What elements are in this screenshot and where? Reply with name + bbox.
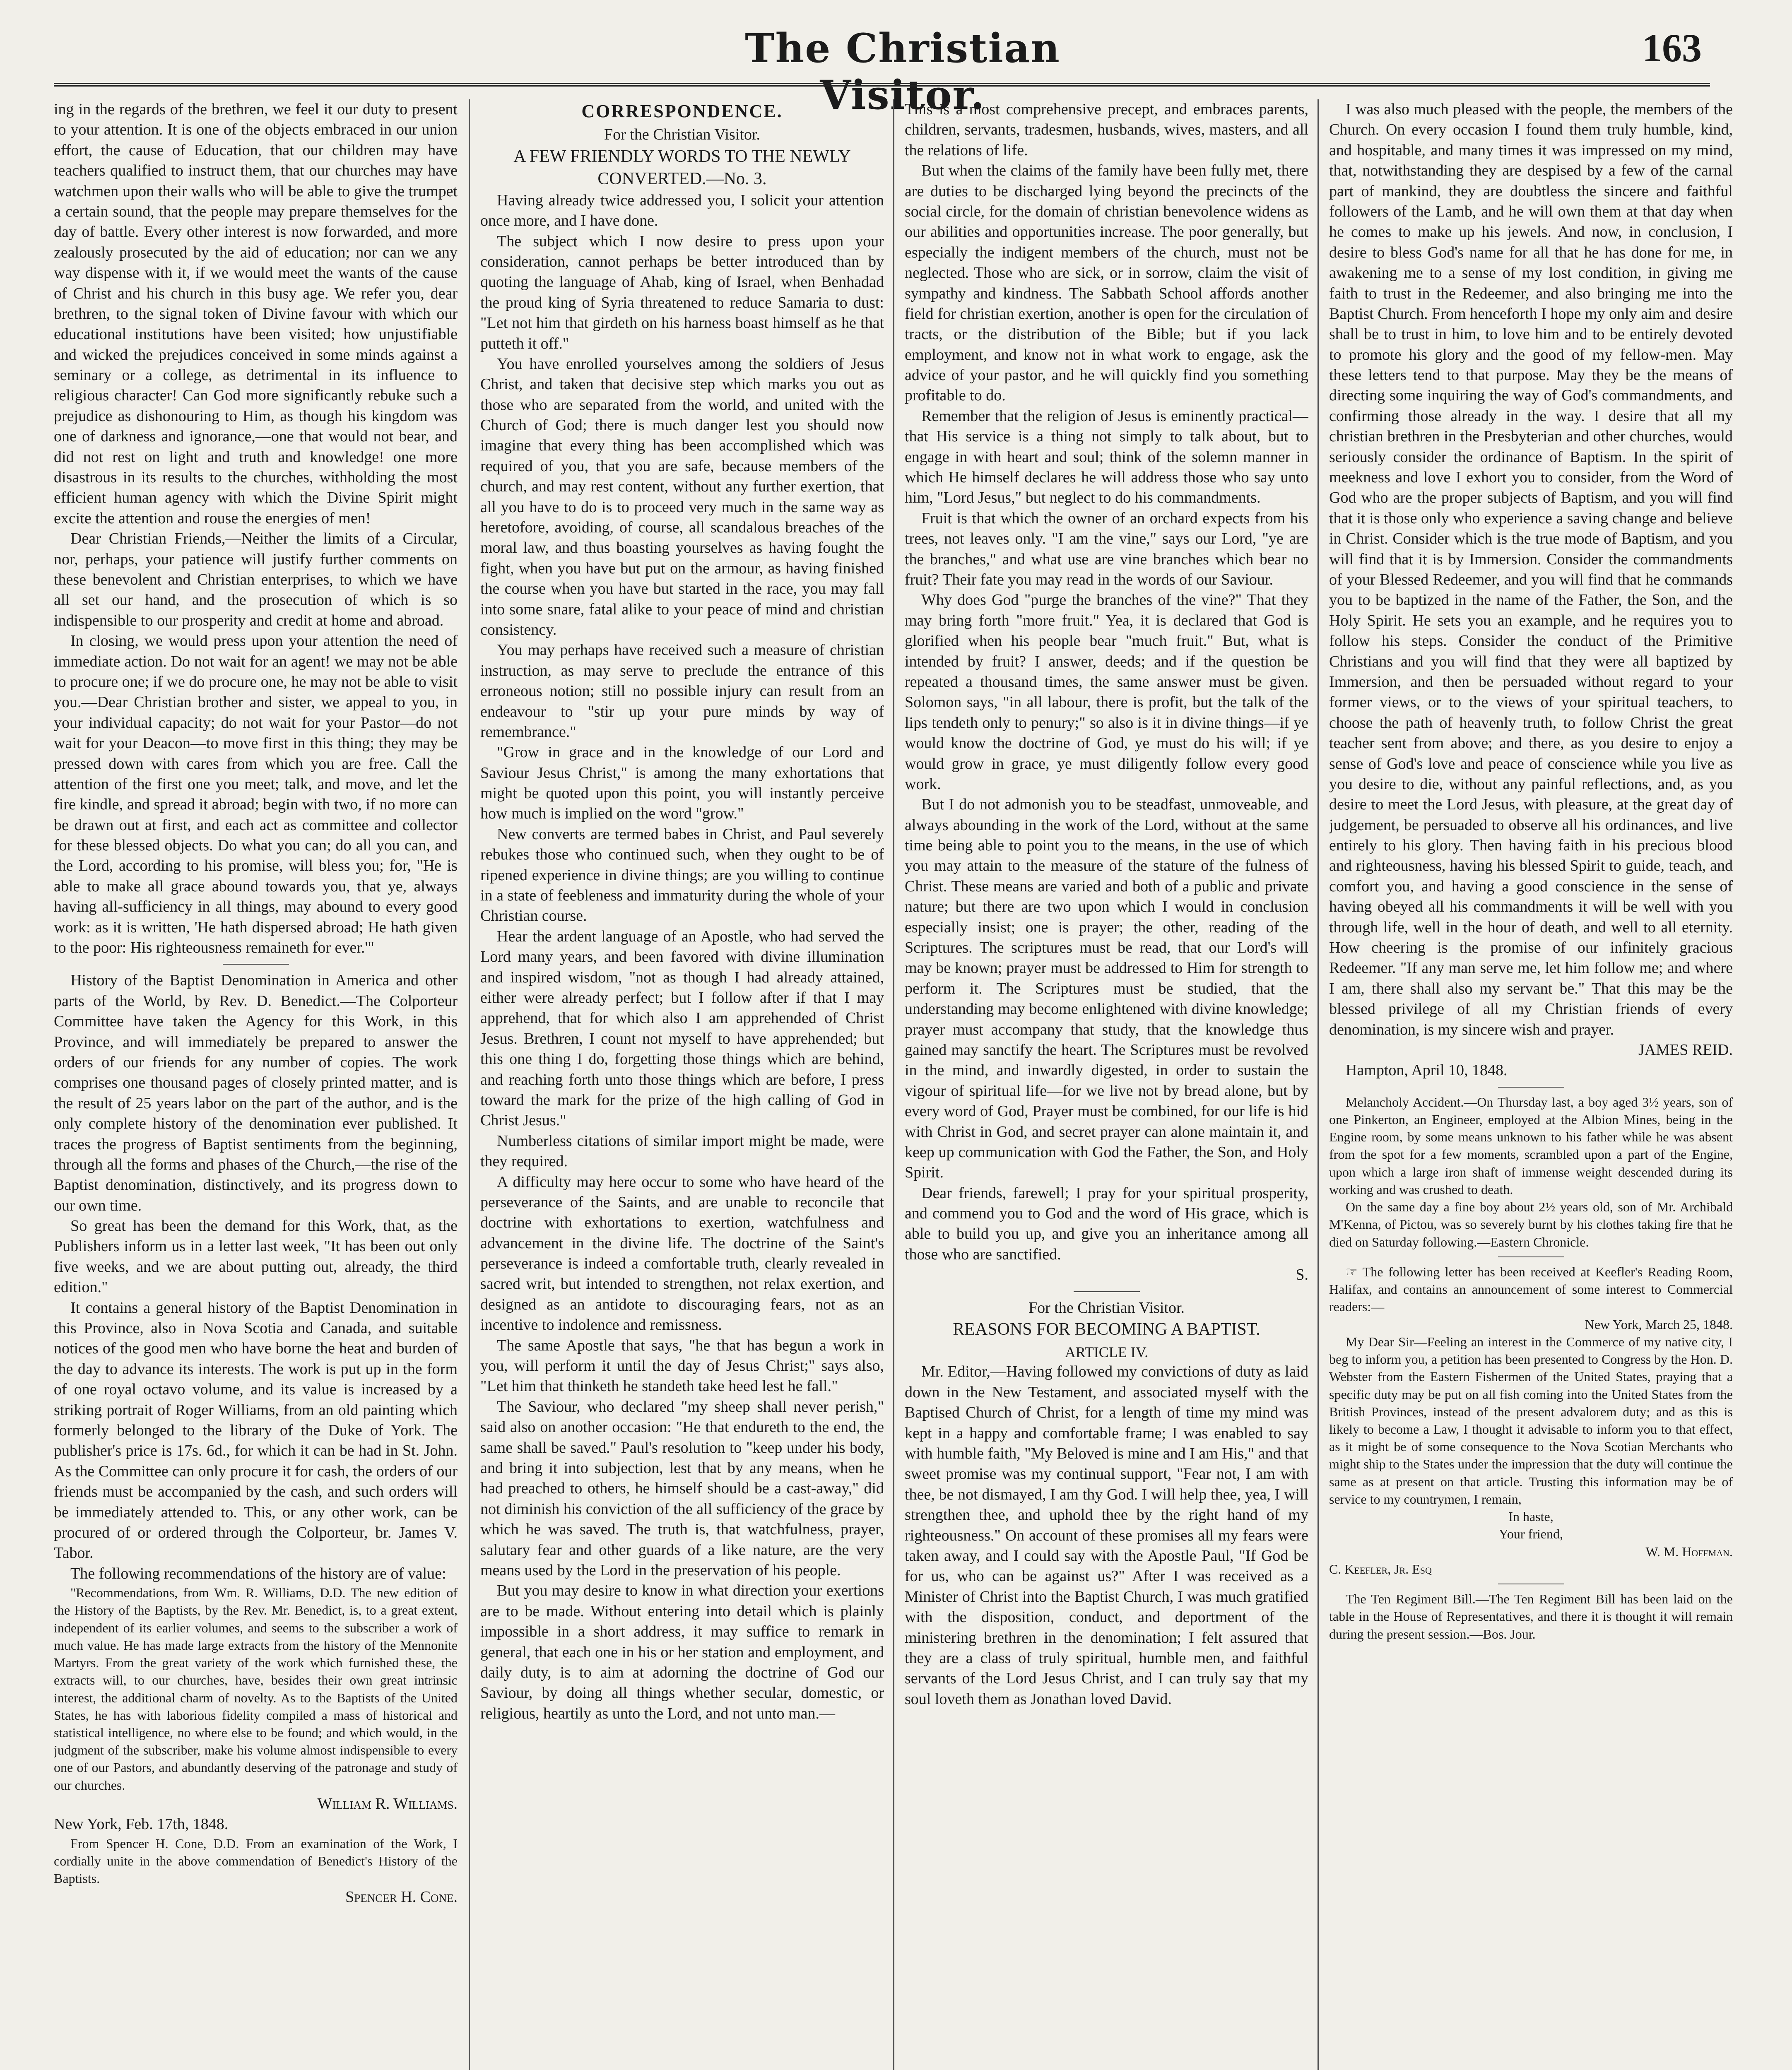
divider <box>1498 1256 1564 1257</box>
column-1 <box>54 99 458 2070</box>
signature: S. <box>1296 1266 1308 1284</box>
dateline: New York, Feb. 17th, 1848. <box>54 1815 229 1833</box>
paragraph: Why does God "purge the branches of the vine?" That they may bring forth "more fruit." Yea, it is declared that God is glorified when his people bear "much fruit." But, what is intended by fruit? I answer, deeds; and if the question be repeated a thousand times, the same answer must be given. Solomon says, "in all labour, there is profit, but the talk of the lips tendeth only to penury;" so also is it in divine things—if ye would know the doctrine of God, ye must do his will; if ye would grow in grace, ye must diligently follow every good work. <box>905 591 1308 793</box>
column-divider <box>469 99 470 2070</box>
paragraph: New converts are termed babes in Christ, and Paul severely rebukes those who continued such, when they ought to be of ripened experience in divine things; are you willing to continue in a state of feebleness and immaturity during the whole of your Christian course. <box>480 825 884 925</box>
page-number: 163 <box>1642 26 1702 70</box>
book-notice: History of the Baptist Denomination in America and other parts of the World, by Rev. D. Benedict.—The Colporteur Committee have taken the Agency for this Work, in this Province, and will immediately be prepared to answer the orders of our friends for any number of copies. The work comprises one thousand pages of closely printed matter, and is the result of 25 years labor on the part of the author, and is the only complete history of the denomination ever published. It traces the progress of Baptist sentiments from the beginning, through all the forms and phases of the Church,—the rise of the Baptist denomination, distinctively, and its progress down to our own time. <box>54 972 458 1214</box>
paragraph: But when the claims of the family have been fully met, there are duties to be discharged lying beyond the precincts of the social circle, for the domain of christian benevolence widens as our abilities and opportunities increase. The poor generally, but especially the indigent members of the church, must not be neglected. Those who are sick, or in sorrow, claim the visit of sympathy and kindness. The Sabbath School affords another field for christian exertion, another is open for the circulation of tracts, or the distribution of the Bible; but if you lack employment, and know not in what work to engage, ask the advice of your pastor, and he will quickly find you something profitable to do. <box>905 162 1308 404</box>
signature: JAMES REID. <box>1638 1041 1733 1059</box>
paragraph: The following recommendations of the history are of value: <box>70 1565 446 1582</box>
recommendation: "Recommendations, from Wm. R. Williams, D.D. The new edition of the History of the Baptists, by the Rev. Mr. Benedict, is, to a great extent, independent of its earlier volumes, and seems to the subscriber a work of much value. He has made large extracts from the history of the Mennonite Martyrs. From the great variety of the work which furnished these, the extracts will, to our churches, have, besides their own great intrinsic interest, the additional charm of novelty. As to the Baptists of the United States, he has with laborious fidelity compiled a mass of historical and statistical intelligence, no where else to be found; and which would, in the judgment of the subscriber, make his volume almost indispensible to every one of our Pastors, and abundantly deserving of the patronage and study of our churches. <box>54 1585 458 1793</box>
paragraph: This is a most comprehensive precept, and embraces parents, children, servants, tradesmen, husbands, wives, masters, and all the relations of life. <box>905 101 1308 159</box>
column-divider <box>893 99 894 2070</box>
paragraph: It contains a general history of the Baptist Denomination in this Province, also in Nova Scotia and Canada, and suitable notices of the good men who have borne the heat and burden of the day to advance its interests. The work is put up in the form of one royal octavo volume, and its value is increased by a striking portrait of Roger Williams, from an old painting which formerly belonged to the library of the Duke of York. The publisher's price is 17s. 6d., for which it can be had in St. John. As the Committee can only procure it for cash, the orders of our friends must be accompanied by the cash, and such orders will be immediately attended to. This, or any other work, can be procured of or ordered through the Colporteur, br. James V. Tabor. <box>54 1299 458 1562</box>
news-item: The Ten Regiment Bill.—The Ten Regiment Bill has been laid on the table in the House of Representatives, and there it is thought it will remain during the present session.—Bos. Jour. <box>1329 1591 1733 1642</box>
paragraph: Dear Christian Friends,—Neither the limits of a Circular, nor, perhaps, your patience will justify further comments on these benevolent and Christian enterprises, to which we have all set our hand, and the prosecution of which is so indispensible to our prosperity and credit at home and abroad. <box>54 530 458 629</box>
paragraph: But you may desire to know in what direction your exertions are to be made. Without entering into detail which is plainly impossible in a short address, it may suffice to remark in general, that each one in his or her station and employment, and daily duty, is to aim at adorning the doctrine of God our Saviour, by doing all things whether secular, domestic, or religious, heartily as unto the Lord, and not unto man.— <box>480 1582 884 1722</box>
paragraph: You have enrolled yourselves among the soldiers of Jesus Christ, and taken that decisive step which marks you out as those who are separated from the world, and united with the Church of God; there is much danger lest you should now imagine that every thing has been accomplished which was required of you, that you are safe, because members of the church, and may rest content, without any further exertion, that all you have to do is to proceed very much in the same way as heretofore, avoiding, of course, all scandalous breaches of the moral law, and thus boasting yourselves as having fought the fight, when you have but put on the armour, as having finished the course when you have but started in the race, you may fall into some snare, fatal alike to your peace of mind and christian consistency. <box>480 355 884 638</box>
paragraph: Having already twice addressed you, I solicit your attention once more, and I have done. <box>480 191 884 230</box>
paragraph: But I do not admonish you to be steadfast, unmoveable, and always abounding in the work of the Lord, without at the same time being able to point you to the means, in the use of which you may attain to the measure of the stature of the fulness of Christ. These means are varied and both of a public and private nature; but there are two upon which I would in conclusion especially insist; one is prayer; the other, reading of the Scriptures. The scriptures must be read, that our Lord's will may be known; prayer must be addressed to Him for strength to perform it. The Scriptures must be studied, that the understanding may become enlightened with divine knowledge; prayer must accompany that study, that the knowledge thus gained may sanctify the heart. The Scriptures must be revolved in the mind, and inwardly digested, in order to sustain the vigour of spiritual life—for we live not by bread alone, but by every word of God, Prayer must be combined, for our life is hid with Christ in God, and secret prayer can alone maintain it, and keep up communication with God the Father, the Son, and Holy Spirit. <box>905 796 1308 1182</box>
addressee: C. Keefler, Jr. Esq <box>1329 1561 1432 1577</box>
divider <box>223 964 289 965</box>
article-number: ARTICLE IV. <box>1065 1343 1149 1360</box>
news-item: Melancholy Accident.—On Thursday last, a boy aged 3½ years, son of one Pinkerton, an Engineer, employed at the Albion Mines, being in the Engine room, by some means unknown to his father while he was absent from the spot for a few moments, scrambled upon a part of the Engine, upon which a large iron shaft of immense weight descended during its working and was crushed to death. <box>1329 1094 1733 1197</box>
paragraph: Fruit is that which the owner of an orchard expects from his trees, not leaves only. "I am the vine," says our Lord, "ye are the branches," and what use are vine branches which bear no fruit? Their fate you may read in the words of our Saviour. <box>905 509 1308 588</box>
paragraph: I was also much pleased with the people, the members of the Church. On every occasion I found them truly humble, kind, and hospitable, and many times it was impressed on my mind, that, notwithstanding they are despised by a few of the carnal part of mankind, they are doubtless the sincere and faithful followers of the Lamb, and he will own them at that day when he comes to make up his jewels. And now, in conclusion, I desire to bless God's name for all that he has done for me, in awakening me to a sense of my lost condition, in giving me faith to trust in the Redeemer, and also bringing me into the Baptist Church. From henceforth I hope my only aim and desire shall be to trust in him, to love him and to be entirely devoted to promote his glory and the good of my fellow-men. May these letters tend to that purpose. May they be the means of directing some inquiring the way of God's commandments, and confirming those already in the way. I desire that all my christian brethren in the Presbyterian and other churches, would seriously consider the ordinance of Baptism. In the spirit of meekness and love I exhort you to consider, from the Word of God who are the proper subjects of Baptism, and you will find that it is those only who experience a saving change and believe in Christ. Consider which is the true mode of Baptism, and you will find that it is by Immersion. Consider the commandments of your Blessed Redeemer, and you will find that he commands you to be baptized in the name of the Father, the Son, and the Holy Spirit. He sets you an example, and he requires you to follow his steps. Consider the conduct of the Primitive Christians and you will find that they were all baptized by Immersion, and then be persuaded without regard to your former views, or to the views of your spiritual teachers, to choose the path of heavenly truth, to follow Christ the great teacher sent from above; and there, as you desire to enjoy a sense of God's love and peace of conscience while you live as you desire to die, without any painful reflections, and, as you desire to meet the Lord Jesus, with pleasure, at the great day of judgement, be persuaded to observe all his ordinances, and live entirely to his glory. Then having faith in his precious blood and righteousness, having his blessed Spirit to guide, teach, and comfort you, and having a good conscience in the sense of having obeyed all his commandments it will be well with you through life, well in the hour of death, and well to all eternity. How cheering is the promise of our infinitely gracious Redeemer. "If any man serve me, let him follow me; and where I am, there shall also my servant be." That this may be the blessed privilege of all my Christian friends of every denomination, is my sincere wish and prayer. <box>1329 101 1733 1038</box>
column-4 <box>1329 99 1733 2070</box>
column-3 <box>905 99 1308 2070</box>
news-item: ☞ The following letter has been received at Keefler's Reading Room, Halifax, and contains an announcement of some interest to Commercial readers:— <box>1329 1264 1733 1314</box>
signature: W. M. Hoffman. <box>1645 1544 1733 1559</box>
article-title: REASONS FOR BECOMING A BAPTIST. <box>953 1320 1260 1339</box>
signature: William R. Williams. <box>317 1795 458 1812</box>
byline: For the Christian Visitor. <box>604 126 761 144</box>
paragraph: The subject which I now desire to press upon your consideration, cannot perhaps be better introduced than by quoting the language of Ahab, king of Israel, when Benhadad the proud king of Syria threatened to reduce Samaria to dust: "Let not him that girdeth on his harness boast himself as he that putteth it off." <box>480 232 884 352</box>
recommendation: From Spencer H. Cone, D.D. From an examination of the Work, I cordially unite in the above commendation of Benedict's History of the Baptists. <box>54 1836 458 1886</box>
letter-closing: Your friend, <box>1499 1526 1563 1542</box>
news-item: On the same day a fine boy about 2½ years old, son of Mr. Archibald M'Kenna, of Pictou, was so severely burnt by his clothes taking fire that he died on Saturday following.—Eastern Chronicle. <box>1329 1199 1733 1249</box>
paragraph: Dear friends, farewell; I pray for your spiritual prosperity, and commend you to God and the word of His grace, which is able to build you up, and give you an inheritance among all those who are sanctified. <box>905 1184 1308 1263</box>
paragraph: Hear the ardent language of an Apostle, who had served the Lord many years, and been favored with divine illumination and inspired wisdom, "not as though I had already attained, either were already perfect; but I follow after if that I may apprehend, that for which also I am apprehended of Christ Jesus. Brethren, I count not myself to have apprehended; but this one thing I do, forgetting those things which are behind, and reaching forth unto those things which are before, I press toward the mark for the prize of the high calling of God in Christ Jesus." <box>480 927 884 1129</box>
paragraph: "Grow in grace and in the knowledge of our Lord and Saviour Jesus Christ," is among the many exhortations that might be quoted upon this point, you will instantly perceive how much is implied on the word "grow." <box>480 744 884 823</box>
paragraph: ing in the regards of the brethren, we feel it our duty to present to your attention. It is one of the objects embraced in our union effort, the cause of Education, that our children may have teachers qualified to instruct them, that our churches may have watchmen upon their walls who will be able to give the trumpet a certain sound, that the people may prepare themselves for the day of battle. Every other interest is now forwarded, and more zealously prosecuted by the aid of education; nor can we any way dispense with it, if we would meet the wants of the cause of Christ and his church in this busy age. We refer you, dear brethren, to the signal token of Divine favour with which our educational institutions have been visited; how unjustifiable and wicked the prejudices conceived in some minds against a seminary or a college, as detrimental in its influence to religious character! Can God more significantly rebuke such a prejudice as dishonouring to Him, as though his kingdom was one of darkness and ignorance,—one that would not bear, and did not rest on light and truth and knowledge! one more disastrous in its results to the churches, withholding the most efficient human agency with which the Divine Spirit might excite the attention and rouse the energies of men! <box>54 101 458 527</box>
masthead-rule <box>54 83 1710 87</box>
paragraph: Numberless citations of similar import might be made, were they required. <box>480 1132 884 1170</box>
letter-date: New York, March 25, 1848. <box>1585 1317 1733 1332</box>
paragraph: The same Apostle that says, "he that has begun a work in you, will perform it until the day of Jesus Christ;" says also, "Let him that thinketh he standeth take heed lest he fall." <box>480 1336 884 1395</box>
column-2 <box>480 99 884 2070</box>
paragraph: A difficulty may here occur to some who have heard of the perseverance of the Saints, and are unable to reconcile that doctrine with exhortations to exertion, watchfulness and advancement in the divine life. The doctrine of the Saint's perseverance is indeed a comfortable truth, clearly revealed in sacred writ, but intended to strengthen, not relax exertion, and designed as an antidote to discouraging fears, not as an incentive to indolence and remissness. <box>480 1173 884 1334</box>
paragraph: Remember that the religion of Jesus is eminently practical—that His service is a thing not simply to talk about, but to engage in with heart and soul; think of the solemn manner in which He himself declares he will address those who say unto him, "Lord Jesus," but neglect to do his commandments. <box>905 407 1308 507</box>
paragraph: You may perhaps have received such a measure of christian instruction, as may serve to preclude the entrance of this erroneous notion; still no possible injury can result from an endeavour to "stir up your pure minds by way of remembrance." <box>480 641 884 741</box>
signature: Spencer H. Cone. <box>345 1888 458 1906</box>
divider <box>1074 1291 1140 1292</box>
column-divider <box>1318 99 1319 2070</box>
letter-body: My Dear Sir—Feeling an interest in the Commerce of my native city, I beg to inform you, a petition has been presented to Congress by the Hon. D. Webster from the Eastern Fishermen of the United States, praying that a specific duty may be put on all fish coming into the United States from the British Provinces, instead of the present advalorem duty; and as this is likely to become a Law, I thought it advisable to inform you to that effect, as it might be of some consequence to the Nova Scotian Merchants who might ship to the States under the impression that the duty will continue the same as at present on that article. Trusting this information may be of service to my countrymen, I remain, <box>1329 1334 1733 1507</box>
byline: For the Christian Visitor. <box>1028 1299 1185 1317</box>
paragraph: The Saviour, who declared "my sheep shall never perish," said also on another occasion: "He that endureth to the end, the same shall be saved." Paul's resolution to "keep under his body, and bring it into subjection, lest that by any means, when he had preached to others, he himself should be a cast-away," did not diminish his conviction of the all sufficiency of the grace by which he was saved. The truth is, that watchfulness, prayer, salutary fear and other guards of a like nature, are the very means used by the Lord in the preservation of his people. <box>480 1398 884 1579</box>
paragraph: In closing, we would press upon your attention the need of immediate action. Do not wait for an agent! we may not be able to procure one; if we do procure one, he may not be able to visit you.—Dear Christian brother and sister, we appeal to you, in your individual capacity; do not wait for your Pastor—do not wait for your Deacon—to move first in this thing; they may be pressed down with cares from which you are free. Call the attention of the first one you meet; talk, and move, and let the fire kindle, and spread it abroad; begin with two, if no more can be drawn out at first, and each act as committee and collector for these blessed objects. Do what you can; do all you can, and the Lord, according to his promise, will bless you; for, "He is able to make all grace abound towards you, that ye, always having all-sufficiency in all things, may abound to every good work: as it is written, 'He hath dispersed abroad; He hath given to the poor: His righteousness remaineth for ever.'" <box>54 632 458 957</box>
section-heading: CORRESPONDENCE. <box>581 101 783 121</box>
divider <box>1498 1087 1564 1088</box>
dateline: Hampton, April 10, 1848. <box>1346 1061 1508 1079</box>
letter-closing: In haste, <box>1508 1509 1554 1524</box>
article-title: A FEW FRIENDLY WORDS TO THE NEWLY CONVERTED.—No. 3. <box>513 147 851 189</box>
newspaper-title: The Christian Visitor. <box>745 25 1060 118</box>
paragraph: So great has been the demand for this Work, that, as the Publishers inform us in a letter last week, "It has been out only five weeks, and we are about putting out, already, the third edition." <box>54 1217 458 1296</box>
paragraph: Mr. Editor,—Having followed my convictions of duty as laid down in the New Testament, and associated myself with the Baptised Church of Christ, for a length of time my mind was kept in a happy and comfortable frame; I was enabled to say with humble faith, "My Beloved is mine and I am His," and that sweet promise was my continual support, "Fear not, I am with thee, be not dismayed, I am thy God. I will help thee, yea, I will strengthen thee, and uphold thee by the right hand of my righteousness." On account of these promises all my fears were taken away, and I could say with the Apostle Paul, "If God be for us, who can be against us?" After I was received as a Minister of Christ into the Baptist Church, I was much gratified with the disposition, conduct, and deportment of the ministering brethren in the denomination; I felt assured that they are a class of truly spiritual, humble men, and faithful servants of the Lord Jesus Christ, and I can truly say that my soul loveth them as Jonathan loved David. <box>905 1363 1308 1708</box>
